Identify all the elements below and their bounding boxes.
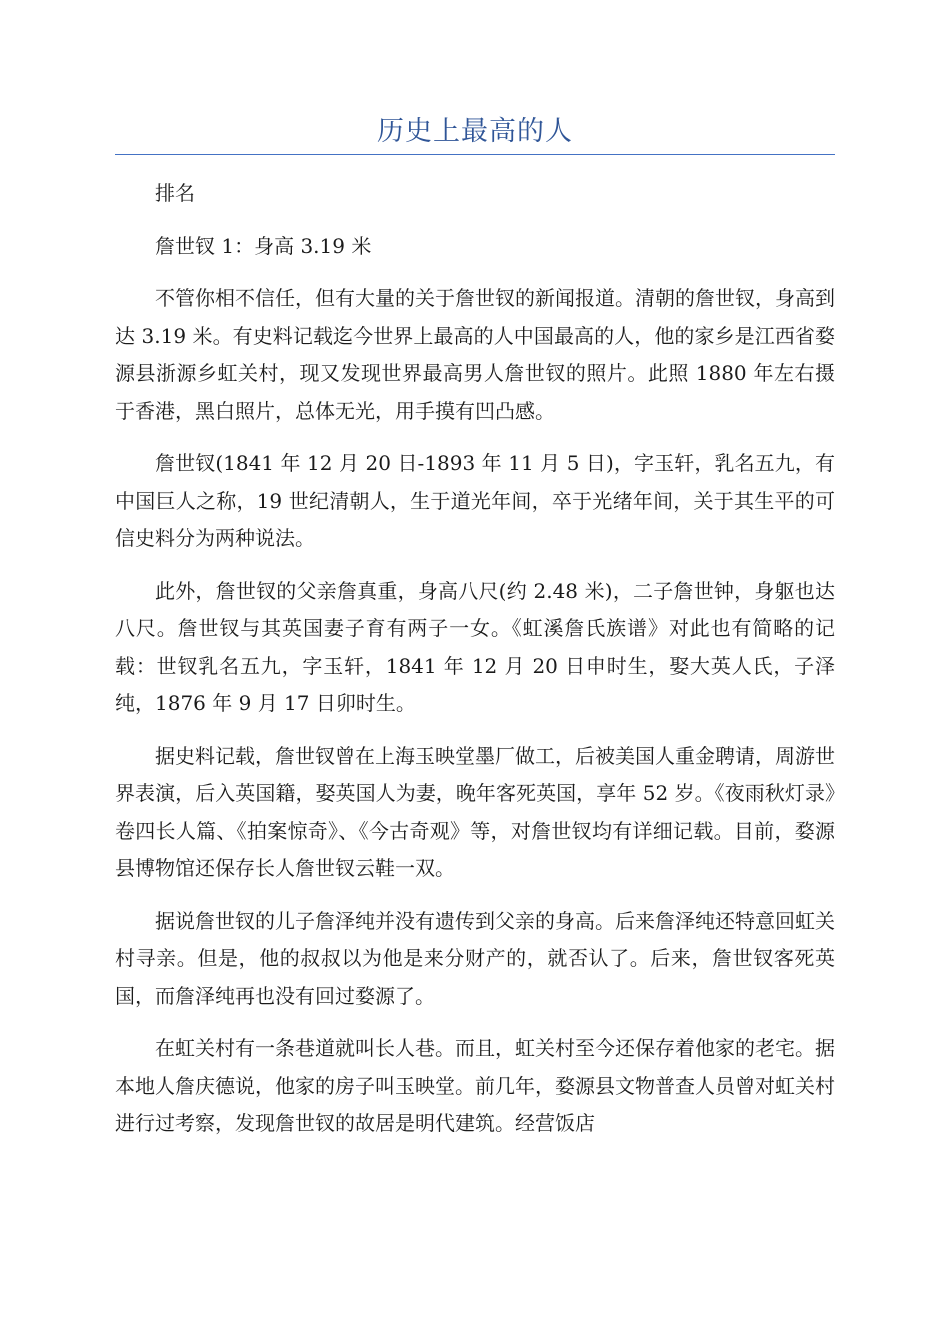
paragraph-heading-rank: 排名 <box>155 181 195 205</box>
paragraph: 此外，詹世钗的父亲詹真重，身高八尺(约 2.48 米)，二子詹世钟，身躯也达八尺。詹世钗与其英国妻子育有两子一女。《虹溪詹氏族谱》对此也有简略的记载：世钗乳名五九，字玉轩，1841 年 12 月 20 日申时生，娶大英人氏，子泽纯，1876 年 9 月 17 日卯时生。 <box>115 578 835 715</box>
paragraph: 不管你相不信任，但有大量的关于詹世钗的新闻报道。清朝的詹世钗，身高到达 3.19 米。有史料记载迄今世界上最高的人中国最高的人，他的家乡是江西省婺源县浙源乡虹关村，现又发现世界最高男人詹世钗的照片。此照 1880 年左右摄于香港，黑白照片，总体无光，用手摸有凹凸感。 <box>115 286 835 423</box>
paragraph: 据说詹世钗的儿子詹泽纯并没有遗传到父亲的身高。后来詹泽纯还特意回虹关村寻亲。但是，他的叔叔以为他是来分财产的，就否认了。后来，詹世钗客死英国，而詹泽纯再也没有回过婺源了。 <box>115 908 835 1008</box>
paragraph: 据史料记载，詹世钗曾在上海玉映堂墨厂做工，后被美国人重金聘请，周游世界表演，后入英国籍，娶英国人为妻，晚年客死英国，享年 52 岁。《夜雨秋灯录》卷四长人篇、《拍案惊奇》、《今古奇观》等，对詹世钗均有详细记载。目前，婺源县博物馆还保存长人詹世钗云鞋一双。 <box>115 743 835 880</box>
document-title: 历史上最高的人 <box>377 116 573 147</box>
title-underline <box>115 154 835 155</box>
paragraph: 在虹关村有一条巷道就叫长人巷。而且，虹关村至今还保存着他家的老宅。据本地人詹庆德说，他家的房子叫玉映堂。前几年，婺源县文物普查人员曾对虹关村进行过考察，发现詹世钗的故居是明代建筑。经营饭店 <box>115 1036 835 1135</box>
document-body <box>115 175 835 1158</box>
paragraph: 詹世钗(1841 年 12 月 20 日-1893 年 11 月 5 日)，字玉轩，乳名五九，有中国巨人之称，19 世纪清朝人，生于道光年间，卒于光绪年间，关于其生平的可信史料分为两种说法。 <box>115 451 835 550</box>
paragraph-subheading-height: 詹世钗 1：身高 3.19 米 <box>155 233 372 258</box>
